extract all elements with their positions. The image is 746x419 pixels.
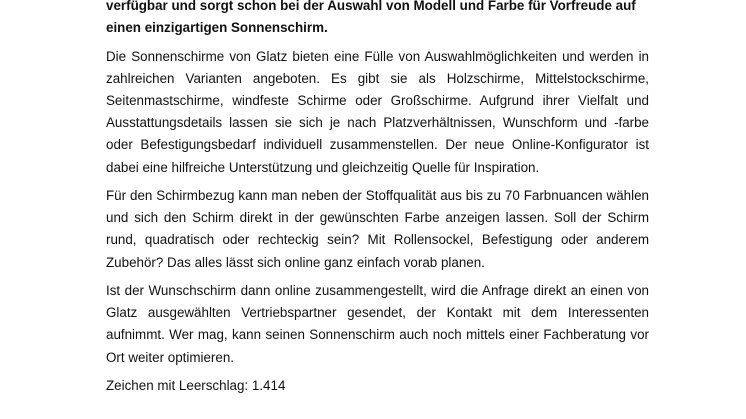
body-paragraph-request: Ist der Wunschschirm dann online zusammengestellt, wird die Anfrage direkt an einen von Glatz ausgewählten Vertriebspartner gesendet, der Kontakt mit dem Interessenten aufnimmt. Wer mag, kann seinen Sonnenschirm auch noch mittels einer Fachberatung vor Ort weiter optimieren. <box>106 283 649 365</box>
lead-paragraph: verfügbar und sorgt schon bei der Auswahl von Modell und Farbe für Vorfreude auf einen einzigartigen Sonnenschirm. <box>106 0 636 36</box>
document-page <box>106 0 649 397</box>
body-paragraph-variants: Die Sonnenschirme von Glatz bieten eine Fülle von Auswahlmöglichkeiten und werden in zahlreichen Varianten angeboten. Es gibt sie als Holzschirme, Mittelstockschirme, Seitenmastschirme, windfeste Schirme oder Großschirme. Aufgrund ihrer Vielfalt und Ausstattungsdetails lassen sie sich je nach Platzverhältnissen, Wunschform und -farbe oder Befestigungsbedarf individuell zusammenstellen. Der neue Online-Konfigurator ist dabei eine hilfreiche Unterstützung und gleichzeitig Quelle für Inspiration. <box>106 48 649 175</box>
body-paragraph-cover: Für den Schirmbezug kann man neben der Stoffqualität aus bis zu 70 Farbnuancen wählen und sich den Schirm direkt in der gewünschten Farbe anzeigen lassen. Soll der Schirm rund, quadratisch oder rechteckig sein? Mit Rollensockel, Befestigung oder anderem Zubehör? Das alles lässt sich online ganz einfach vorab planen. <box>106 188 649 270</box>
character-count: Zeichen mit Leerschlag: 1.414 <box>106 378 286 393</box>
